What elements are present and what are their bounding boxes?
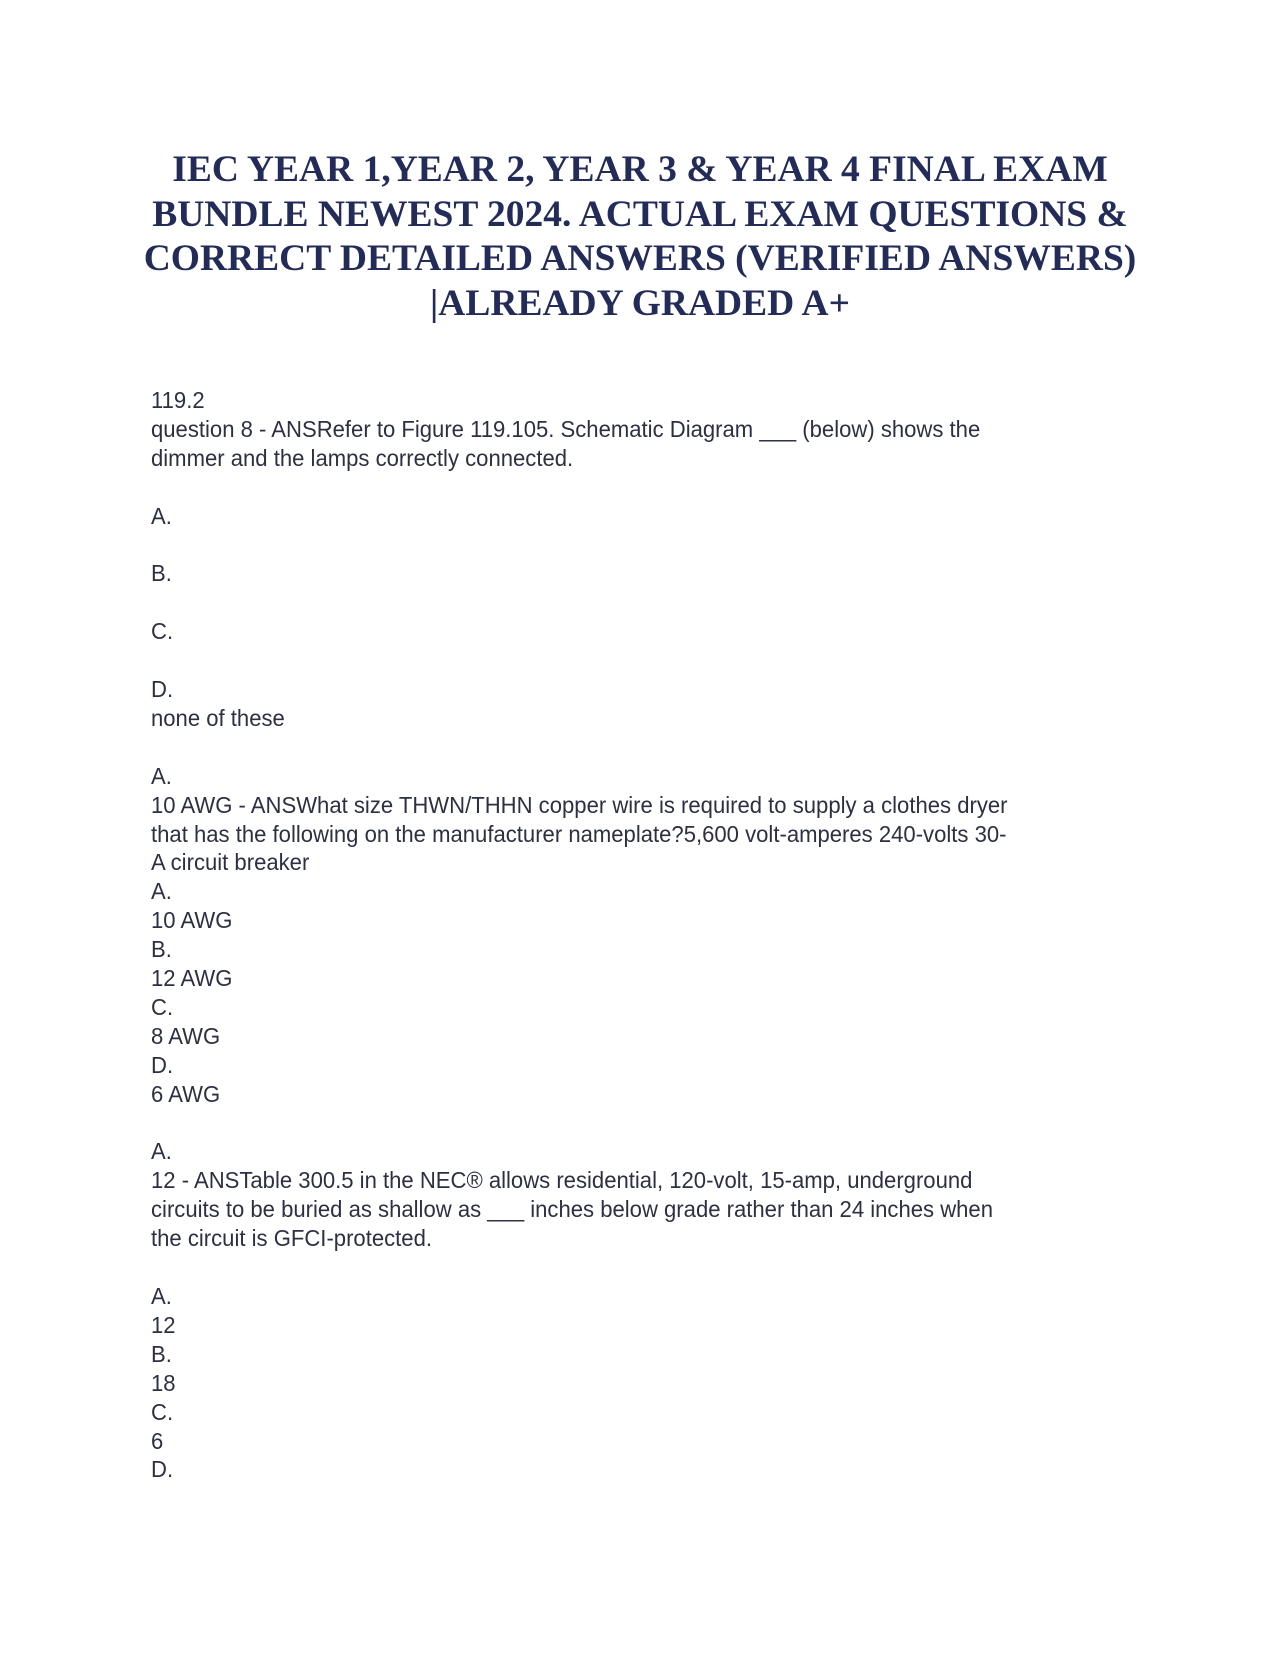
option-label: B. — [151, 1340, 172, 1367]
option-label: A. — [151, 502, 172, 529]
blank-line — [151, 733, 1101, 762]
option-text: 6 — [151, 1427, 164, 1454]
answer-label: A. — [151, 762, 172, 789]
blank-line — [151, 646, 1101, 675]
answer-label: A. — [151, 1138, 172, 1165]
document-body — [151, 386, 1101, 1484]
blank-line — [151, 1109, 1101, 1138]
option-text: 12 AWG — [151, 965, 233, 992]
blank-line — [151, 473, 1101, 502]
question-text: dimmer and the lamps correctly connected. — [151, 444, 574, 471]
question-text: 12 - ANSTable 300.5 in the NEC® allows residential, 120-volt, 15-amp, underground — [151, 1167, 973, 1194]
option-text: 6 AWG — [151, 1080, 221, 1107]
blank-line — [151, 531, 1101, 560]
option-label: C. — [151, 618, 174, 645]
option-label: A. — [151, 878, 172, 905]
option-label: D. — [151, 1051, 174, 1078]
blank-line — [151, 1253, 1101, 1282]
question-text: A circuit breaker — [151, 849, 310, 876]
option-label: B. — [151, 560, 172, 587]
option-label: D. — [151, 1456, 174, 1483]
question-text: circuits to be buried as shallow as ___ inches below grade rather than 24 inches when — [151, 1196, 993, 1223]
option-label: A. — [151, 1282, 172, 1309]
option-label: C. — [151, 993, 174, 1020]
question-text: question 8 - ANSRefer to Figure 119.105. Schematic Diagram ___ (below) shows the — [151, 415, 981, 442]
option-text: 10 AWG — [151, 907, 233, 934]
option-text: 12 — [151, 1311, 176, 1338]
option-text: 8 AWG — [151, 1022, 221, 1049]
option-text: 18 — [151, 1369, 176, 1396]
question-text: 10 AWG - ANSWhat size THWN/THHN copper wire is required to supply a clothes dryer — [151, 791, 1008, 818]
question-text: the circuit is GFCI-protected. — [151, 1225, 432, 1252]
option-label: B. — [151, 936, 172, 963]
option-label: D. — [151, 676, 174, 702]
document-title: IEC YEAR 1,YEAR 2, YEAR 3 & YEAR 4 FINAL EXAM BUNDLE NEWEST 2024. ACTUAL EXAM QUESTIONS & CORRECT DETAILED ANSWERS (VERIFIED ANSWERS) |ALREADY GRADED A+ — [143, 149, 1137, 324]
option-text: none of these — [151, 704, 285, 731]
option-label: C. — [151, 1398, 174, 1425]
question-text: that has the following on the manufacturer nameplate?5,600 volt-amperes 240-volts 30- — [151, 820, 1007, 847]
blank-line — [151, 588, 1101, 617]
section-number: 119.2 — [151, 387, 205, 413]
